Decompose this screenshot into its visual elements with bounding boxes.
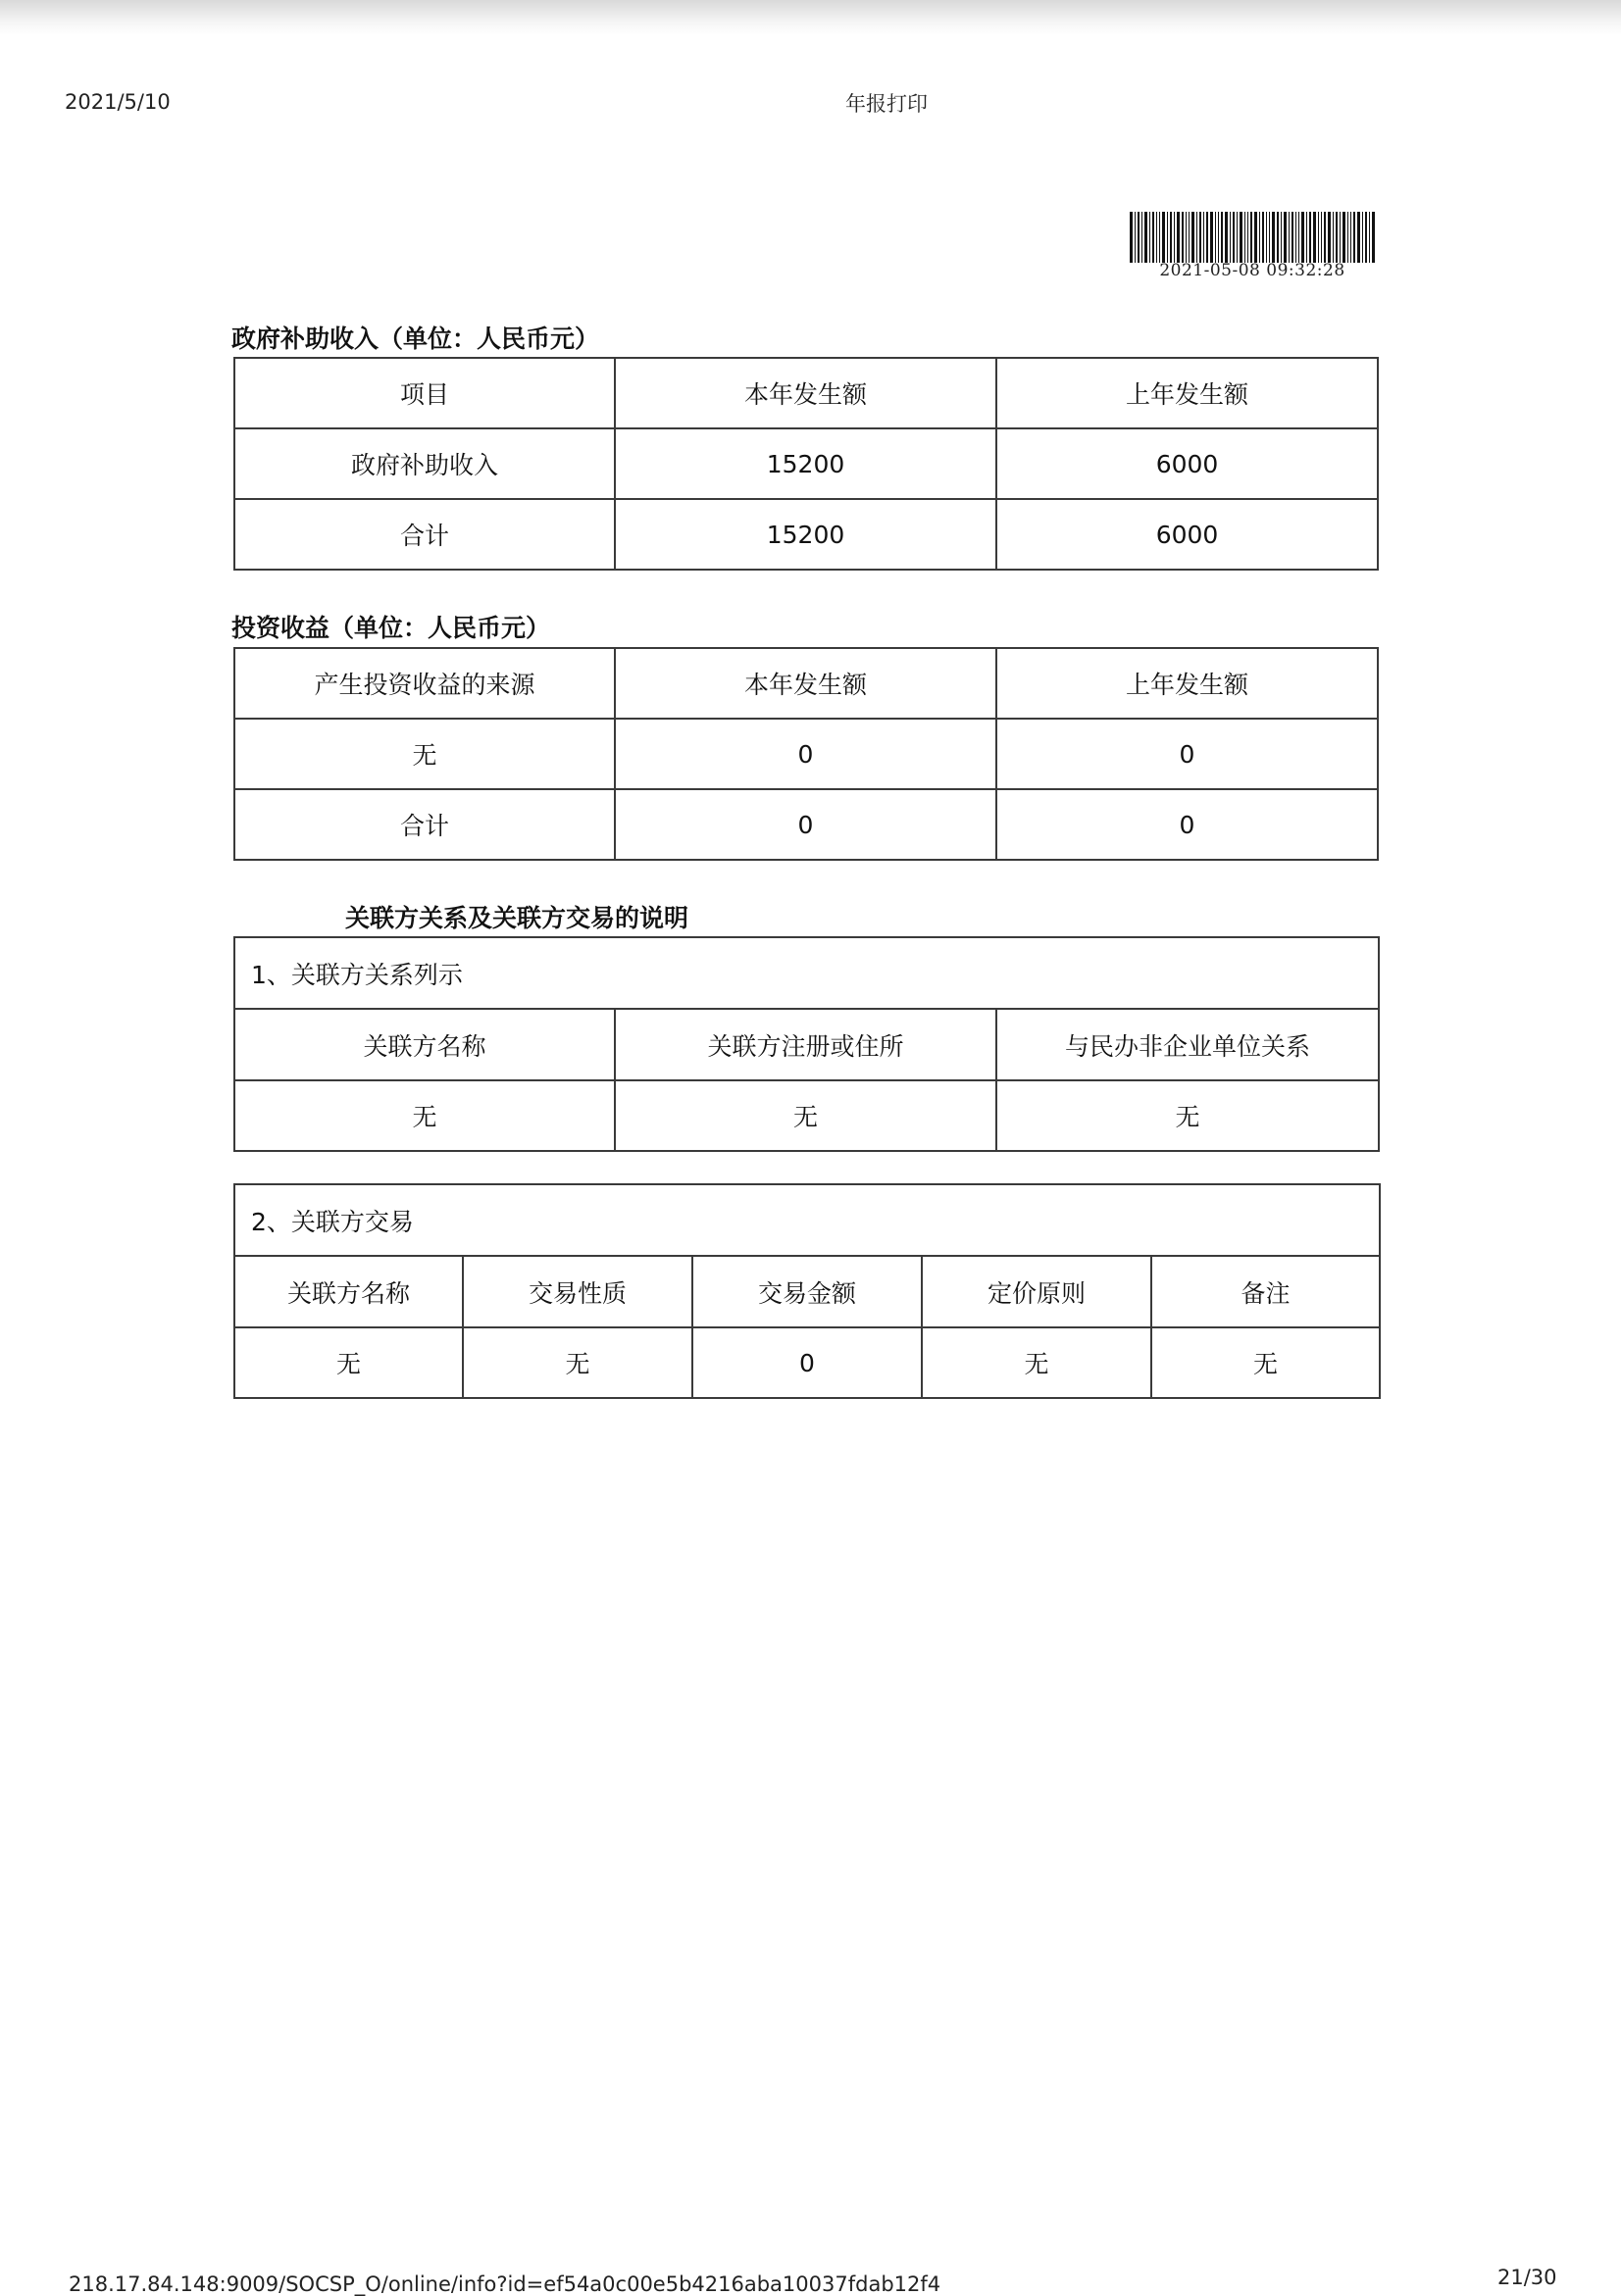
barcode — [1130, 212, 1375, 263]
page-number: 21/30 — [1497, 2266, 1557, 2289]
investment-title: 投资收益（单位：人民币元） — [231, 614, 551, 642]
table-cell: 0 — [692, 1327, 922, 1398]
header-cell: 交易性质 — [463, 1256, 692, 1327]
relations-caption: 1、关联方关系列示 — [234, 937, 1379, 1009]
table-row — [234, 719, 1378, 789]
investment-table — [233, 647, 1379, 861]
gov-subsidy-title: 政府补助收入（单位：人民币元） — [231, 324, 600, 353]
table-cell: 无 — [463, 1327, 692, 1398]
header-cell: 本年发生额 — [615, 648, 996, 719]
footer-url: 218.17.84.148:9009/SOCSP_O/online/info?id=ef54a0c00e5b4216aba10037fdab12f4 — [69, 2272, 941, 2296]
table-cell: 6000 — [996, 428, 1378, 499]
table-header-row — [234, 648, 1378, 719]
table-cell: 无 — [234, 1080, 615, 1151]
header-cell: 关联方名称 — [234, 1009, 615, 1080]
table-cell: 无 — [234, 1327, 463, 1398]
related-transactions-table — [233, 1183, 1381, 1399]
header-cell: 本年发生额 — [615, 358, 996, 428]
table-cell: 无 — [996, 1080, 1379, 1151]
header-cell: 与民办非企业单位关系 — [996, 1009, 1379, 1080]
page-title: 年报打印 — [845, 92, 928, 116]
barcode-timestamp: 2021-05-08 09:32:28 — [1159, 261, 1345, 280]
table-cell: 6000 — [996, 499, 1378, 570]
related-party-title: 关联方关系及关联方交易的说明 — [345, 904, 689, 932]
print-date: 2021/5/10 — [65, 90, 171, 114]
table-cell: 政府补助收入 — [234, 428, 615, 499]
table-cell: 15200 — [615, 428, 996, 499]
related-relations-table — [233, 936, 1380, 1152]
table-cell: 0 — [615, 789, 996, 860]
table-cell: 无 — [1151, 1327, 1380, 1398]
header-cell: 产生投资收益的来源 — [234, 648, 615, 719]
table-cell: 0 — [996, 719, 1378, 789]
table-row — [234, 1080, 1379, 1151]
gov-subsidy-table — [233, 357, 1379, 571]
table-row — [234, 1327, 1380, 1398]
header-cell: 关联方名称 — [234, 1256, 463, 1327]
header-cell: 上年发生额 — [996, 648, 1378, 719]
transactions-caption: 2、关联方交易 — [234, 1184, 1380, 1256]
scan-edge — [0, 0, 1621, 35]
table-cell: 0 — [615, 719, 996, 789]
table-cell: 无 — [615, 1080, 996, 1151]
table-caption-row — [234, 1184, 1380, 1256]
header-cell: 项目 — [234, 358, 615, 428]
header-cell: 关联方注册或住所 — [615, 1009, 996, 1080]
table-header-row — [234, 1256, 1380, 1327]
header-cell: 上年发生额 — [996, 358, 1378, 428]
header-cell: 备注 — [1151, 1256, 1380, 1327]
table-caption-row — [234, 937, 1379, 1009]
table-cell: 合计 — [234, 499, 615, 570]
table-header-row — [234, 358, 1378, 428]
table-row — [234, 789, 1378, 860]
table-cell: 无 — [234, 719, 615, 789]
table-cell: 0 — [996, 789, 1378, 860]
table-row — [234, 428, 1378, 499]
table-header-row — [234, 1009, 1379, 1080]
table-row — [234, 499, 1378, 570]
header-cell: 交易金额 — [692, 1256, 922, 1327]
table-cell: 无 — [922, 1327, 1151, 1398]
table-cell: 15200 — [615, 499, 996, 570]
header-cell: 定价原则 — [922, 1256, 1151, 1327]
table-cell: 合计 — [234, 789, 615, 860]
